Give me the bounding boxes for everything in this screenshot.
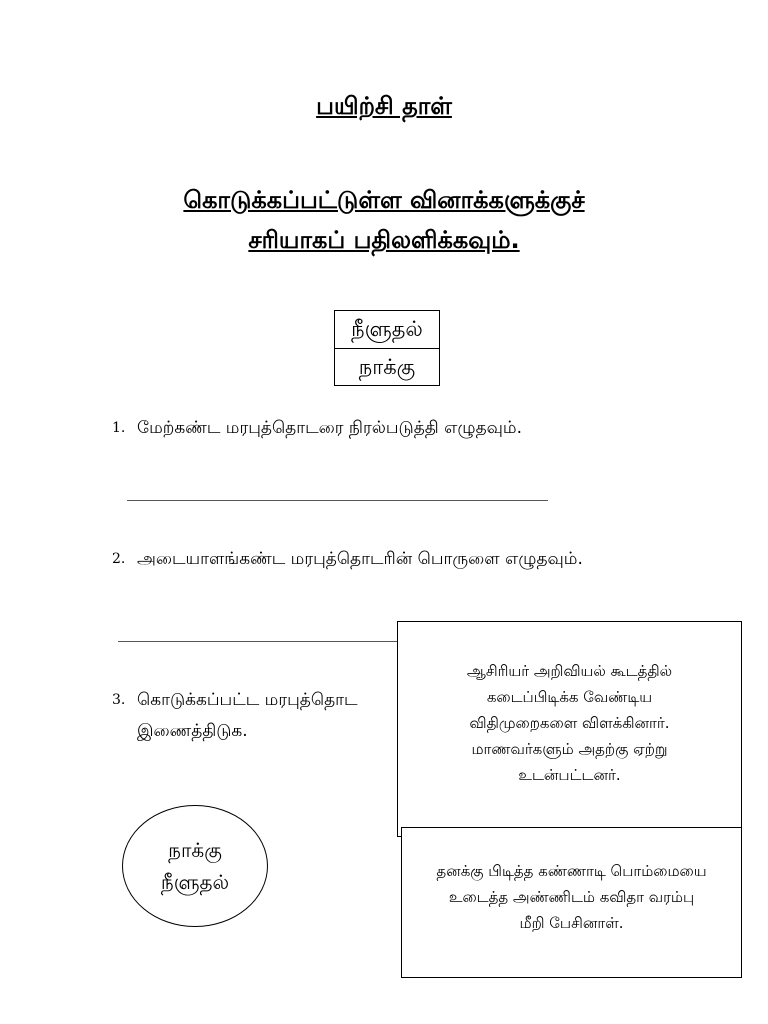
card-line: மாணவர்களும் அதற்கு ஏற்று bbox=[471, 740, 668, 758]
question-number: 2. bbox=[112, 551, 126, 567]
card-line: மீறி பேசினாள். bbox=[519, 914, 624, 932]
card-line: கடைப்பிடிக்க வேண்டிய bbox=[486, 688, 653, 706]
worksheet-title: பயிற்சி தாள் bbox=[316, 92, 452, 120]
card-line: தனக்கு பிடித்த கண்ணாடி பொம்மையை bbox=[436, 862, 707, 880]
card-line: உடன்பட்டனர். bbox=[518, 766, 621, 784]
situation-card-1 bbox=[397, 621, 742, 837]
question-number: 3. bbox=[112, 692, 126, 708]
instruction-line-2: சரியாகப் பதிலளிக்கவும். bbox=[248, 226, 520, 254]
idiom-box bbox=[334, 310, 440, 386]
idiom-box-top: நீளுதல் bbox=[335, 311, 439, 349]
question-text: அடையாளங்கண்ட மரபுத்தொடரின் பொருளை எழுதவும். bbox=[137, 549, 583, 569]
question-text: மேற்கண்ட மரபுத்தொடரை நிரல்படுத்தி எழுதவும். bbox=[137, 418, 522, 438]
oval-line-1: நாக்கு bbox=[168, 838, 222, 862]
card-line: ஆசிரியர் அறிவியல் கூடத்தில் bbox=[466, 662, 673, 680]
instruction-line-1: கொடுக்கப்பட்டுள்ள வினாக்களுக்குச் bbox=[183, 186, 585, 214]
oval-line-2: நீளுதல் bbox=[160, 870, 230, 894]
question-2 bbox=[112, 545, 732, 573]
question-1 bbox=[112, 414, 712, 442]
situation-card-2 bbox=[401, 827, 742, 978]
idiom-oval[interactable] bbox=[122, 805, 268, 927]
idiom-box-bottom: நாக்கு bbox=[358, 355, 416, 379]
card-line: உடைத்த அண்ணிடம் கவிதா வரம்பு bbox=[448, 888, 695, 906]
question-text-line-1: கொடுக்கப்பட்ட மரபுத்தொட bbox=[137, 690, 358, 710]
worksheet-instructions bbox=[60, 180, 708, 260]
question-3 bbox=[112, 686, 402, 746]
answer-line-1[interactable] bbox=[127, 500, 548, 501]
question-text-line-2: இணைத்திடுக. bbox=[137, 721, 248, 741]
question-number: 1. bbox=[112, 420, 126, 436]
answer-line-2[interactable] bbox=[118, 641, 400, 642]
card-line: விதிமுறைகளை விளக்கினார். bbox=[469, 714, 670, 732]
